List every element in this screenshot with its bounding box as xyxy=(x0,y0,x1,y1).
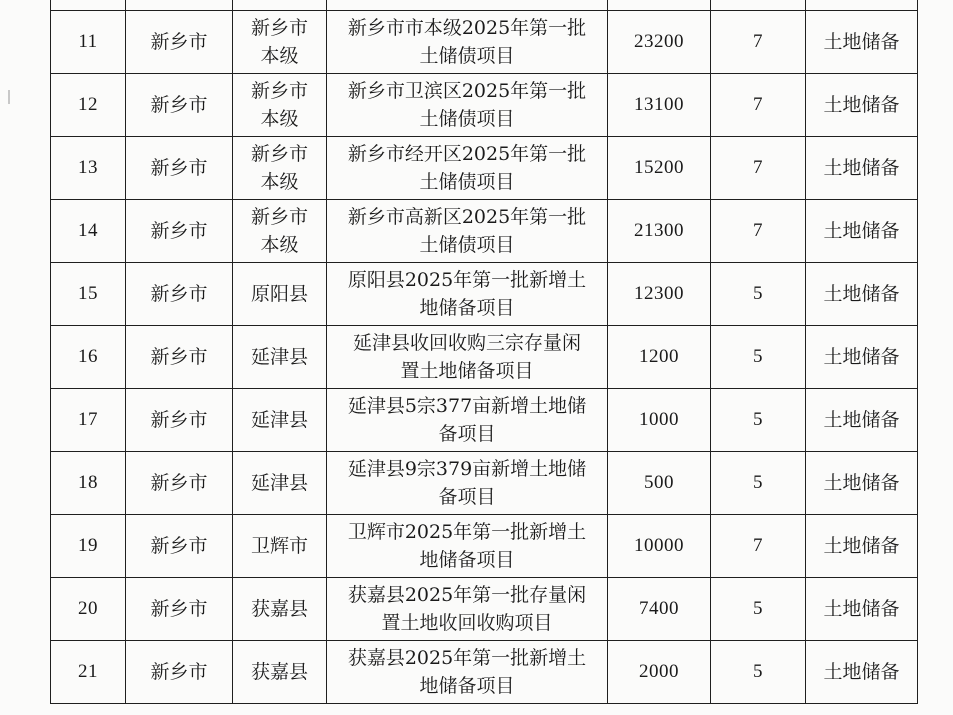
project-name-line-1: 新乡市卫滨区2025年第一批 xyxy=(347,80,587,102)
amount-cell: 15200 xyxy=(608,137,711,200)
level-line-2: 本级 xyxy=(260,108,299,130)
table-row xyxy=(51,452,918,515)
use-cell: 土地储备 xyxy=(806,326,918,389)
project-name-line-1: 新乡市高新区2025年第一批 xyxy=(347,206,587,228)
table-row xyxy=(51,389,918,452)
amount-cell: 23200 xyxy=(608,11,711,74)
level-cell: 延津县 xyxy=(233,326,327,389)
term-cell: 5 xyxy=(711,578,806,641)
project-name-line-2: 地储备项目 xyxy=(419,297,515,319)
city-cell: 新乡市 xyxy=(126,137,233,200)
project-name-cell xyxy=(327,74,608,137)
city-cell: 新乡市 xyxy=(126,11,233,74)
level-cell: 延津县 xyxy=(233,389,327,452)
level-cell: 卫辉市 xyxy=(233,515,327,578)
cell-empty xyxy=(711,0,806,11)
use-cell: 土地储备 xyxy=(806,641,918,704)
city-cell: 新乡市 xyxy=(126,578,233,641)
row-number: 20 xyxy=(51,578,126,641)
table-row-partial xyxy=(51,0,918,11)
project-name-cell xyxy=(327,11,608,74)
use-cell: 土地储备 xyxy=(806,200,918,263)
project-name-cell xyxy=(327,515,608,578)
row-number: 13 xyxy=(51,137,126,200)
project-name-cell xyxy=(327,452,608,515)
project-name-line-1: 新乡市市本级2025年第一批 xyxy=(347,17,587,39)
project-name-cell xyxy=(327,200,608,263)
project-name-line-1: 延津县9宗379亩新增土地储 xyxy=(347,458,587,480)
table-row xyxy=(51,263,918,326)
term-cell: 5 xyxy=(711,326,806,389)
row-number: 19 xyxy=(51,515,126,578)
term-cell: 5 xyxy=(711,263,806,326)
level-line-1: 新乡市 xyxy=(250,17,308,39)
level-cell xyxy=(233,137,327,200)
term-cell: 7 xyxy=(711,11,806,74)
level-line-1: 新乡市 xyxy=(250,80,308,102)
level-line-1: 新乡市 xyxy=(250,206,308,228)
project-name-line-1: 获嘉县2025年第一批新增土 xyxy=(347,647,587,669)
amount-cell: 2000 xyxy=(608,641,711,704)
project-name-line-1: 获嘉县2025年第一批存量闲 xyxy=(347,584,587,606)
project-name-line-2: 土储债项目 xyxy=(419,234,515,256)
project-name-line-2: 备项目 xyxy=(438,486,496,508)
project-name-cell xyxy=(327,641,608,704)
city-cell: 新乡市 xyxy=(126,200,233,263)
city-cell: 新乡市 xyxy=(126,326,233,389)
cell-empty xyxy=(327,0,608,11)
amount-cell: 21300 xyxy=(608,200,711,263)
row-number: 21 xyxy=(51,641,126,704)
table-row xyxy=(51,137,918,200)
use-cell: 土地储备 xyxy=(806,263,918,326)
row-number: 16 xyxy=(51,326,126,389)
term-cell: 5 xyxy=(711,641,806,704)
project-name-line-1: 卫辉市2025年第一批新增土 xyxy=(347,521,587,543)
use-cell: 土地储备 xyxy=(806,74,918,137)
project-name-line-2: 置土地收回收购项目 xyxy=(381,612,553,634)
row-number: 17 xyxy=(51,389,126,452)
project-name-cell xyxy=(327,263,608,326)
city-cell: 新乡市 xyxy=(126,641,233,704)
level-cell: 获嘉县 xyxy=(233,578,327,641)
project-name-line-1: 原阳县2025年第一批新增土 xyxy=(347,269,587,291)
level-line-2: 本级 xyxy=(260,171,299,193)
project-name-line-2: 地储备项目 xyxy=(419,549,515,571)
cell-empty xyxy=(608,0,711,11)
amount-cell: 13100 xyxy=(608,74,711,137)
project-name-line-2: 土储债项目 xyxy=(419,45,515,67)
table-body xyxy=(51,0,918,704)
level-line-2: 本级 xyxy=(260,234,299,256)
city-cell: 新乡市 xyxy=(126,263,233,326)
level-cell xyxy=(233,74,327,137)
table-row xyxy=(51,515,918,578)
table-row xyxy=(51,578,918,641)
project-name-cell xyxy=(327,137,608,200)
cell-empty xyxy=(51,0,126,11)
term-cell: 5 xyxy=(711,389,806,452)
amount-cell: 500 xyxy=(608,452,711,515)
level-cell: 延津县 xyxy=(233,452,327,515)
term-cell: 7 xyxy=(711,137,806,200)
table-row xyxy=(51,74,918,137)
project-name-line-2: 土储债项目 xyxy=(419,171,515,193)
level-cell: 获嘉县 xyxy=(233,641,327,704)
cell-empty xyxy=(806,0,918,11)
term-cell: 7 xyxy=(711,200,806,263)
use-cell: 土地储备 xyxy=(806,515,918,578)
city-cell: 新乡市 xyxy=(126,389,233,452)
cell-empty xyxy=(233,0,327,11)
project-name-cell xyxy=(327,389,608,452)
level-cell: 原阳县 xyxy=(233,263,327,326)
project-name-cell xyxy=(327,578,608,641)
city-cell: 新乡市 xyxy=(126,452,233,515)
term-cell: 7 xyxy=(711,515,806,578)
row-number: 15 xyxy=(51,263,126,326)
use-cell: 土地储备 xyxy=(806,11,918,74)
cell-empty xyxy=(126,0,233,11)
table-row xyxy=(51,641,918,704)
row-number: 18 xyxy=(51,452,126,515)
scan-artifact-mark xyxy=(8,90,10,104)
term-cell: 7 xyxy=(711,74,806,137)
amount-cell: 12300 xyxy=(608,263,711,326)
project-name-line-2: 备项目 xyxy=(438,423,496,445)
bond-project-table xyxy=(50,0,918,704)
row-number: 14 xyxy=(51,200,126,263)
use-cell: 土地储备 xyxy=(806,452,918,515)
project-name-line-2: 土储债项目 xyxy=(419,108,515,130)
table-row xyxy=(51,326,918,389)
city-cell: 新乡市 xyxy=(126,74,233,137)
use-cell: 土地储备 xyxy=(806,389,918,452)
project-name-line-1: 新乡市经开区2025年第一批 xyxy=(347,143,587,165)
amount-cell: 7400 xyxy=(608,578,711,641)
amount-cell: 10000 xyxy=(608,515,711,578)
term-cell: 5 xyxy=(711,452,806,515)
project-name-line-1: 延津县收回收购三宗存量闲 xyxy=(352,332,581,354)
amount-cell: 1000 xyxy=(608,389,711,452)
project-name-cell xyxy=(327,326,608,389)
table-row xyxy=(51,200,918,263)
level-cell xyxy=(233,200,327,263)
project-name-line-1: 延津县5宗377亩新增土地储 xyxy=(347,395,587,417)
level-line-2: 本级 xyxy=(260,45,299,67)
row-number: 12 xyxy=(51,74,126,137)
level-line-1: 新乡市 xyxy=(250,143,308,165)
table-row xyxy=(51,11,918,74)
project-name-line-2: 置土地储备项目 xyxy=(400,360,534,382)
project-name-line-2: 地储备项目 xyxy=(419,675,515,697)
row-number: 11 xyxy=(51,11,126,74)
level-cell xyxy=(233,11,327,74)
use-cell: 土地储备 xyxy=(806,137,918,200)
amount-cell: 1200 xyxy=(608,326,711,389)
city-cell: 新乡市 xyxy=(126,515,233,578)
use-cell: 土地储备 xyxy=(806,578,918,641)
